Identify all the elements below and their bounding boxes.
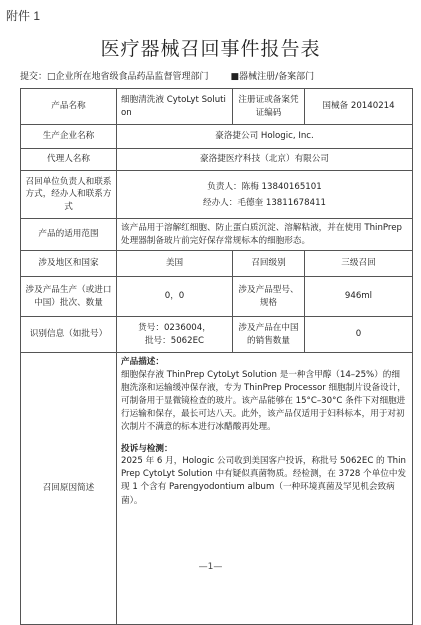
submit-option-provincial: 企业所在地省级食品药品监督管理部门 bbox=[55, 72, 209, 82]
model-label: 涉及产品型号、规格 bbox=[233, 277, 305, 317]
scope-label: 产品的适用范围 bbox=[21, 219, 117, 251]
item-number: 货号：0236004， bbox=[138, 322, 211, 333]
lot-number: 批号：5062EC bbox=[144, 335, 205, 346]
investigation-text: 2025 年 6 月，Hologic 公司收到美国客户投诉，称批号 5062EC 的 ThinPrep CytoLyt Solution 中有疑似真菌物质。经检测，在 3728 个单位中发现 1 个含有 Parengyodontium album（一种环境真菌及罕见机会致病菌）。 bbox=[121, 456, 407, 506]
investigation-heading: 投诉与检测： bbox=[121, 443, 173, 454]
checkbox-unchecked-icon[interactable]: □ bbox=[47, 72, 56, 82]
submit-option-registration: 器械注册/备案部门 bbox=[239, 72, 315, 82]
submit-label: 提交： bbox=[20, 72, 48, 82]
description-text: 细胞保存液 ThinPrep CytoLyt Solution 是一种含甲醇（14–25%）的细胞洗涤和运输缓冲保存液，专为 ThinPrep Processor 细胞制片设备设计，可制备用于显微镜检查的玻片。该产品能够在 15°C–30°C 条件下对细胞进行运输和保存，最长可达八天。此外，该产品仅适用于妇科标本，用于对初次制片不满意的标本进行冰醋酸再处理。 bbox=[121, 369, 406, 433]
region-value: 美国 bbox=[117, 251, 233, 277]
batch-label: 涉及产品生产（或进口中国）批次、数量 bbox=[21, 277, 117, 317]
contact-handler: 经办人：毛德奎 13811678411 bbox=[202, 197, 327, 208]
sales-value: 0 bbox=[305, 317, 413, 353]
recall-report-table bbox=[20, 88, 413, 625]
agent-label: 代理人名称 bbox=[21, 149, 117, 171]
product-name-label: 产品名称 bbox=[21, 89, 117, 125]
sales-label: 涉及产品在中国的销售数量 bbox=[233, 317, 305, 353]
contact-label: 召回单位负责人和联系方式，经办人和联系方式 bbox=[21, 171, 117, 219]
product-name-value: 细胞清洗液 CytoLyt Solution bbox=[117, 89, 233, 125]
table-row bbox=[21, 171, 413, 219]
region-label: 涉及地区和国家 bbox=[21, 251, 117, 277]
batch-value: 0，0 bbox=[117, 277, 233, 317]
scope-value: 该产品用于溶解红细胞、防止蛋白质沉淀、溶解粘液，并在使用 ThinPrep 处理器制备玻片前完好保存常规标本的细胞形态。 bbox=[117, 219, 413, 251]
agent-value: 豪洛捷医疗科技（北京）有限公司 bbox=[117, 149, 413, 171]
recall-level-value: 三级召回 bbox=[305, 251, 413, 277]
page-number: —1— bbox=[198, 562, 223, 572]
checkbox-checked-icon[interactable]: ■ bbox=[230, 72, 240, 82]
recall-reason-cell bbox=[117, 353, 413, 625]
recall-reason-label: 召回原因简述 bbox=[21, 353, 117, 625]
model-value: 946ml bbox=[305, 277, 413, 317]
registration-cert-label: 注册证或备案凭证编码 bbox=[233, 89, 305, 125]
table-row bbox=[21, 89, 413, 125]
identification-cell bbox=[117, 317, 233, 353]
table-row bbox=[21, 149, 413, 171]
description-heading: 产品描述： bbox=[121, 357, 164, 367]
manufacturer-label: 生产企业名称 bbox=[21, 125, 117, 149]
table-row bbox=[21, 125, 413, 149]
contact-leader: 负责人：陈梅 13840165101 bbox=[207, 181, 322, 192]
table-row bbox=[21, 219, 413, 251]
submit-line bbox=[20, 69, 410, 82]
registration-cert-value: 国械备 20140214 bbox=[305, 89, 413, 125]
page-title: 医疗器械召回事件报告表 bbox=[100, 38, 321, 60]
table-row bbox=[21, 277, 413, 317]
manufacturer-value: 豪洛捷公司 Hologic, Inc. bbox=[117, 125, 413, 149]
attachment-label: 附件 1 bbox=[6, 9, 41, 23]
table-row bbox=[21, 317, 413, 353]
table-row bbox=[21, 353, 413, 625]
table-row bbox=[21, 251, 413, 277]
recall-level-label: 召回级别 bbox=[233, 251, 305, 277]
identification-label: 识别信息（如批号） bbox=[21, 317, 117, 353]
contact-cell bbox=[117, 171, 413, 219]
